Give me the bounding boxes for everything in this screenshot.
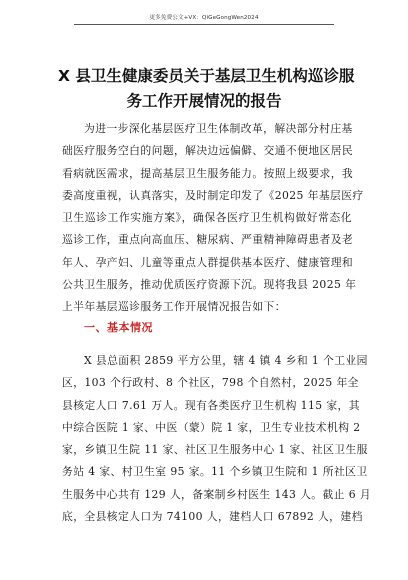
paragraph-line: 卫生巡诊工作实施方案》，确保各医疗卫生机构做好常态化 [62,211,352,225]
paragraph-line: X 县总面积 2859 平方公里，辖 4 镇 4 乡和 1 个工业园 [84,354,368,367]
paragraph-line: 务站 4 家、村卫生室 95 家。11 个乡镇卫生院和 1 所社区卫 [62,465,368,479]
basic-info-paragraph [62,350,372,528]
header-note: 更多免费公文+VX：QiGeGongWen2024 [149,15,259,21]
paragraph-line: 公共卫生服务，推动优质医疗资源下沉。现将我县 2025 年 [62,278,357,292]
paragraph-line: 巡诊工作，重点向高血压、糖尿病、严重精神障碍患者及老 [62,233,354,247]
header-divider [74,24,334,25]
paragraph-line: 生服务中心共有 129 人，备案制乡村医生 143 人。截止 6 月 [62,487,372,501]
title-line: X 县卫生健康委员关于基层卫生机构巡诊服 [58,67,355,85]
paragraph-line: 区，103 个行政村、8 个社区，798 个自然村，2025 年全 [62,376,359,390]
intro-paragraph [62,118,364,319]
paragraph-line: 年人、孕产妇、儿童等重点人群提供基本医疗、健康管理和 [62,255,354,269]
paragraph-line: 看病就医需求，提高基层卫生服务能力。按照上级要求，我 [62,166,354,180]
paragraph-line: 底，全县核定人口为 74100 人，建档人口 67892 人，建档 [62,510,363,524]
paragraph-line: 上半年基层巡诊服务工作开展情况报告如下： [62,300,286,314]
document-title [58,64,355,114]
paragraph-line: 家，乡镇卫生院 11 家、社区卫生服务中心 1 家、社区卫生服 [62,443,368,457]
title-line: 务工作开展情况的报告 [126,92,282,110]
paragraph-line: 础医疗服务空白的问题，解决边远偏僻、交通不便地区居民 [62,144,354,158]
paragraph-line: 中综合医院 1 家、中医（蒙）院 1 家，卫生专业技术机构 2 [62,420,361,434]
paragraph-line: 委高度重视，认真落实，及时制定印发了《2025 年基层医疗 [62,188,364,202]
section-heading: 一、基本情况 [84,321,153,334]
paragraph-line: 为进一步深化基层医疗卫生体制改革，解决部分村庄基 [84,122,353,135]
paragraph-line: 县核定人口 7.61 万人。现有各类医疗卫生机构 115 家，其 [62,398,360,412]
